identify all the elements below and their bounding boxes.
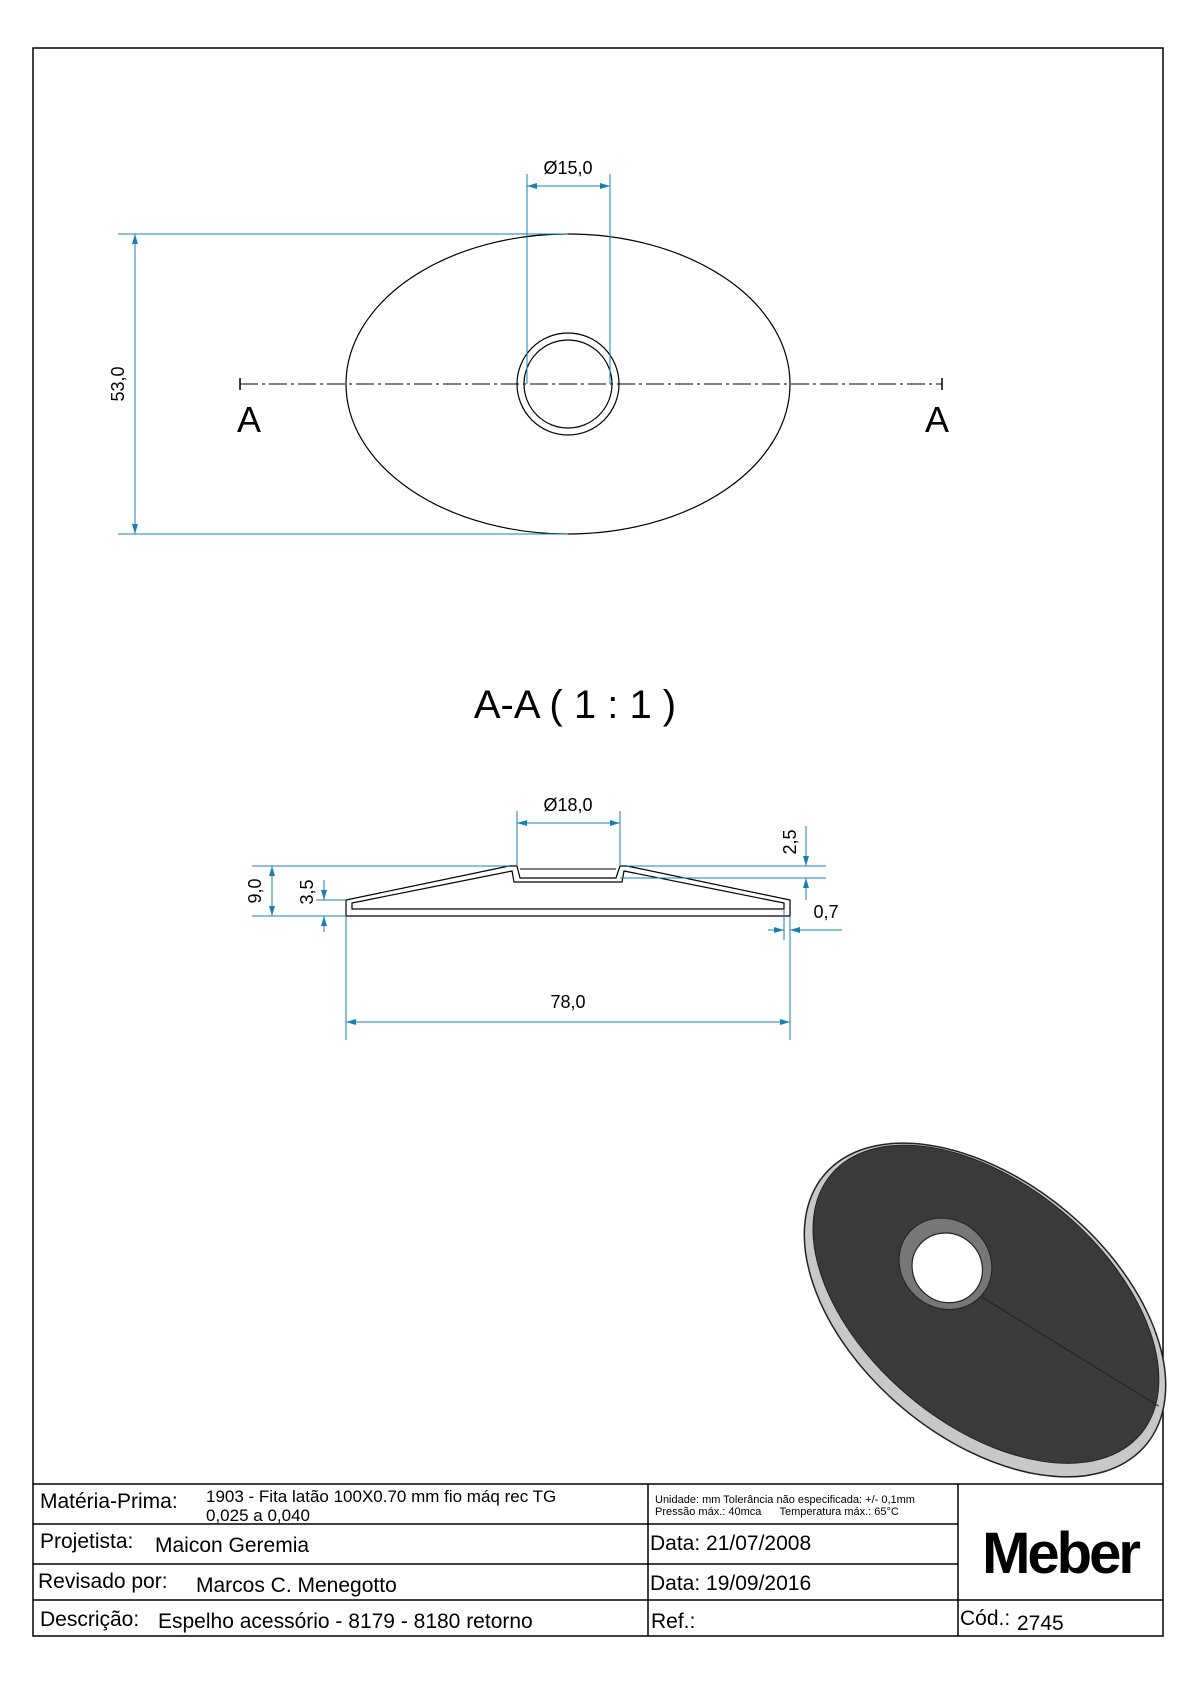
revisado-label: Revisado por: <box>38 1570 168 1593</box>
diameter-label-top: Ø15,0 <box>543 158 593 178</box>
cod-label: Cód.: <box>960 1607 1011 1630</box>
data-revisao: Data: 19/09/2016 <box>650 1572 812 1595</box>
height-label-top: 53,0 <box>108 366 128 402</box>
notes-line2: Pressão máx.: 40mca Temperatura máx.: 65°C <box>655 1506 899 1518</box>
meber-logo: Meber <box>982 1521 1138 1586</box>
revisado-value: Marcos C. Menegotto <box>196 1574 397 1597</box>
inner-height-label: 3,5 <box>297 879 317 905</box>
diameter-label-section: Ø18,0 <box>543 795 593 815</box>
notes-line1: Unidade: mm Tolerância não especificada: +/- 0,1mm <box>655 1494 915 1506</box>
materia-prima-value-line1: 1903 - Fita latão 100X0.70 mm fio máq rec TG <box>206 1487 557 1506</box>
top-view <box>108 158 949 534</box>
section-profile <box>346 866 790 916</box>
descricao-value: Espelho acessório - 8179 - 8180 retorno <box>158 1610 533 1633</box>
projetista-value: Maicon Geremia <box>155 1534 310 1557</box>
thickness-label: 0,7 <box>813 902 839 922</box>
section-marker-right: A <box>924 399 950 440</box>
data-criacao: Data: 21/07/2008 <box>650 1532 812 1555</box>
section-marker-left: A <box>236 399 262 440</box>
width-label: 78,0 <box>550 992 586 1012</box>
thickness-dimension <box>768 909 842 1040</box>
inner-height-dimension <box>316 880 346 932</box>
width-dimension <box>346 916 790 1040</box>
diameter-dimension-top <box>527 174 610 384</box>
materia-prima-label: Matéria-Prima: <box>40 1490 178 1513</box>
diameter-dimension-section <box>517 811 620 866</box>
step-label: 2,5 <box>780 829 800 855</box>
projetista-label: Projetista: <box>40 1530 134 1553</box>
section-view <box>245 795 842 1040</box>
section-title: A-A ( 1 : 1 ) <box>473 683 677 727</box>
descricao-label: Descrição: <box>40 1608 140 1631</box>
materia-prima-value-line2: 0,025 a 0,040 <box>206 1506 310 1525</box>
ref-label: Ref.: <box>651 1610 696 1633</box>
height-label-section: 9,0 <box>245 878 265 904</box>
isometric-view <box>742 1077 1190 1543</box>
cod-value: 2745 <box>1017 1612 1064 1635</box>
